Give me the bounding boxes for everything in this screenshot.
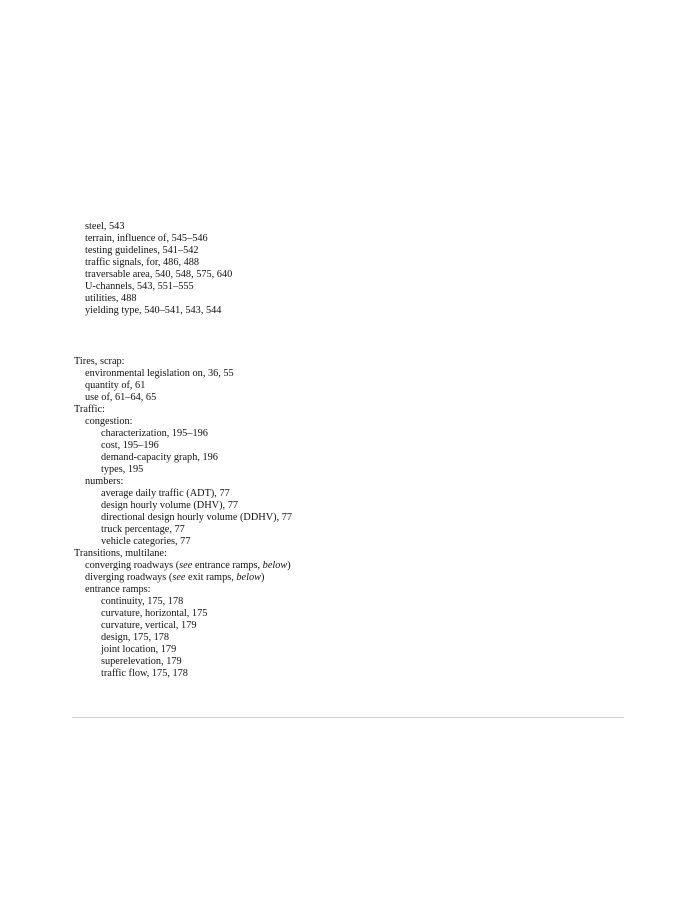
xref-text: exit ramps, [185,572,237,583]
xref-below: below [236,572,261,583]
index-cross-reference [85,560,291,572]
xref-text: ) [287,560,291,571]
index-subsubentry: demand-capacity graph, 196 [101,452,218,463]
index-subsubentry: continuity, 175, 178 [101,596,184,607]
xref-text: converging roadways ( [85,560,180,571]
xref-below: below [262,560,288,571]
index-heading-tires: Tires, scrap: [74,356,125,367]
index-heading-transitions: Transitions, multilane: [74,548,167,559]
xref-text: entrance ramps, [192,560,263,571]
index-subentry: yielding type, 540–541, 543, 544 [85,305,222,316]
index-subsubentry: cost, 195–196 [101,440,159,451]
index-subsubentry: traffic flow, 175, 178 [101,668,188,679]
index-subsubentry: vehicle categories, 77 [101,536,191,547]
index-subsubentry: directional design hourly volume (DDHV), 77 [101,512,293,523]
index-subsubentry: joint location, 179 [101,644,177,655]
index-subentry: traffic signals, for, 486, 488 [85,257,200,268]
index-subsubentry: characterization, 195–196 [101,428,208,439]
index-subsubentry: design, 175, 178 [101,632,170,643]
index-heading-traffic: Traffic: [74,404,105,415]
index-subentry: use of, 61–64, 65 [85,392,157,403]
xref-see: see [179,560,193,571]
index-subheading-entrance-ramps: entrance ramps: [85,584,151,595]
index-subsubentry: curvature, horizontal, 175 [101,608,208,619]
index-subentry: environmental legislation on, 36, 55 [85,368,234,379]
xref-text: diverging roadways ( [85,572,173,583]
index-subentry: utilities, 488 [85,293,137,304]
index-subheading-congestion: congestion: [85,416,133,427]
xref-see: see [172,572,186,583]
index-subentry: U-channels, 543, 551–555 [85,281,194,292]
index-subheading-numbers: numbers: [85,476,124,487]
index-subsubentry: types, 195 [101,464,144,475]
index-subsubentry: curvature, vertical, 179 [101,620,197,631]
index-subsubentry: superelevation, 179 [101,656,182,667]
index-cross-reference [85,572,264,584]
index-subentry: terrain, influence of, 545–546 [85,233,208,244]
index-subsubentry: design hourly volume (DHV), 77 [101,500,238,511]
index-subentry: steel, 543 [85,221,125,232]
index-subentry: traversable area, 540, 548, 575, 640 [85,269,233,280]
index-subentry: quantity of, 61 [85,380,146,391]
xref-text: ) [260,572,265,583]
footer-divider [72,717,624,718]
index-subsubentry: average daily traffic (ADT), 77 [101,488,230,499]
index-subsubentry: truck percentage, 77 [101,524,185,535]
index-subentry: testing guidelines, 541–542 [85,245,199,256]
